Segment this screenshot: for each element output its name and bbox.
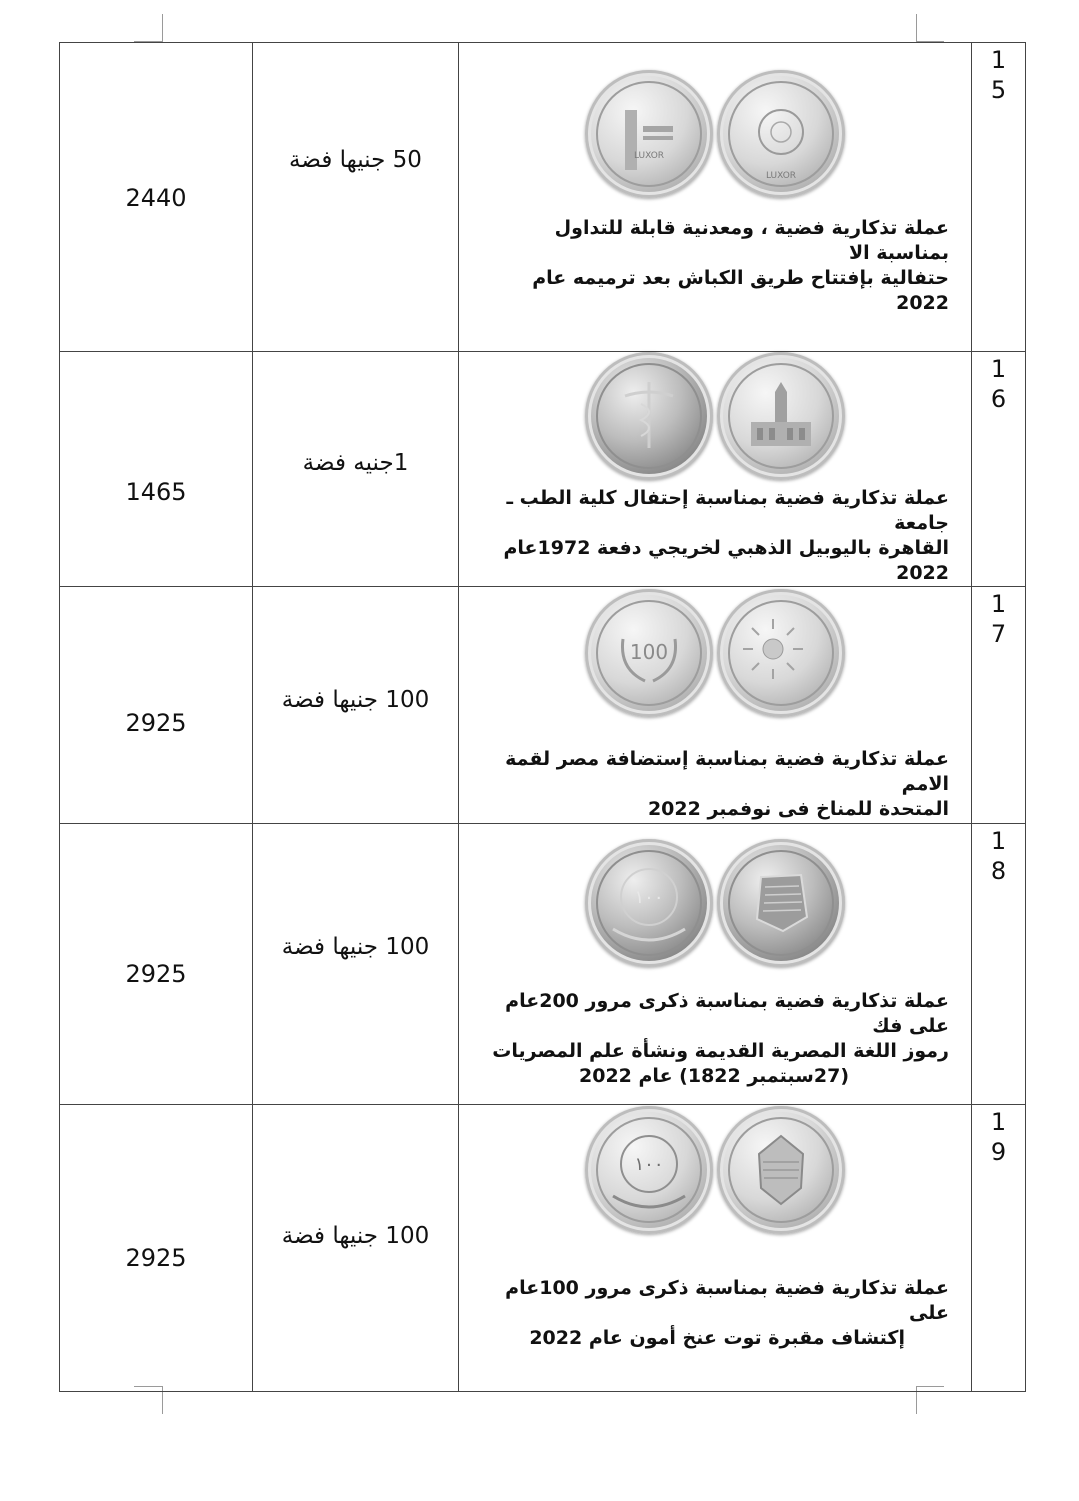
table-row <box>60 1105 1026 1392</box>
description-text <box>459 1276 971 1351</box>
row-number-digit: 9 <box>990 1138 1007 1166</box>
denomination-value: 100 جنيها فضة <box>281 934 430 960</box>
price-value: 2925 <box>125 960 187 988</box>
description-text <box>459 989 971 1089</box>
price-value: 2925 <box>125 1244 187 1272</box>
coin-images <box>459 839 971 967</box>
hundred-pounds-coin-icon <box>585 1106 713 1234</box>
table-row <box>60 587 1026 824</box>
row-number-cell <box>972 43 1026 352</box>
row-number-digit: 1 <box>990 355 1007 383</box>
denomination-value: 1جنيه فضة <box>302 450 409 476</box>
row-number-cell <box>972 587 1026 824</box>
sunburst-coin-icon <box>717 589 845 717</box>
rosetta-stone-coin-icon <box>717 839 845 967</box>
svg-text:LUXOR: LUXOR <box>633 151 665 161</box>
description-line: عملة تذكارية فضية بمناسبة ذكرى مرور 100عام على <box>505 1276 949 1324</box>
crop-mark-top-right <box>916 14 917 42</box>
description-cell <box>459 43 972 352</box>
price-value: 2440 <box>125 184 187 212</box>
price-value: 1465 <box>125 478 187 506</box>
description-line: عملة تذكارية فضية بمناسبة إستضافة مصر لقمة الامم <box>505 747 949 795</box>
row-number-cell <box>972 352 1026 587</box>
description-line: (27سبتمبر 1822) عام 2022 <box>579 1065 849 1087</box>
denomination-value: 50 جنيها فضة <box>289 147 422 173</box>
row-number-cell <box>972 824 1026 1105</box>
denomination-cell <box>253 43 459 352</box>
description-line: عملة تذكارية فضية بمناسبة إحتفال كلية الطب ـ جامعة <box>506 487 949 534</box>
svg-text:100: 100 <box>629 639 669 664</box>
tutankhamun-mask-coin-icon <box>717 1106 845 1234</box>
denomination-cell <box>253 352 459 587</box>
coin-images <box>459 70 971 198</box>
svg-text:LUXOR: LUXOR <box>765 171 797 181</box>
price-value: 2925 <box>125 709 187 737</box>
description-line: إكتشاف مقبرة توت عنخ أمون عام 2022 <box>529 1326 905 1349</box>
description-line: رموز اللغة المصرية القديمة ونشأة علم المصريات <box>492 1040 949 1062</box>
row-number-digit: 1 <box>990 590 1007 618</box>
luxor-emblem-coin-icon <box>717 70 845 198</box>
description-cell <box>459 824 972 1105</box>
faculty-building-coin-icon <box>717 352 845 480</box>
wreath-100-coin-icon <box>585 589 713 717</box>
description-line: المتحدة للمناخ فى نوفمبر 2022 <box>647 797 949 820</box>
denomination-value: 100 جنيها فضة <box>281 1223 430 1249</box>
denomination-cell <box>253 824 459 1105</box>
description-cell <box>459 1105 972 1392</box>
row-number-digit: 6 <box>990 385 1007 413</box>
denomination-cell <box>253 1105 459 1392</box>
row-number-digit: 7 <box>990 620 1007 648</box>
table-row <box>60 43 1026 352</box>
coin-images <box>459 589 971 717</box>
row-number-digit: 1 <box>990 1108 1007 1136</box>
row-number-cell <box>972 1105 1026 1392</box>
price-cell <box>60 824 253 1105</box>
description-line: القاهرة باليوبيل الذهبي لخريجي دفعة 1972عام 2022 <box>503 537 949 584</box>
coin-images <box>459 1106 971 1234</box>
description-line: عملة تذكارية فضية بمناسبة ذكرى مرور 200عام على فك <box>505 990 949 1037</box>
price-cell <box>60 587 253 824</box>
row-number-digit: 5 <box>990 76 1007 104</box>
description-text <box>459 747 971 822</box>
price-cell <box>60 1105 253 1392</box>
price-cell <box>60 43 253 352</box>
coins-table <box>59 42 1026 1392</box>
row-number-digit: 1 <box>990 827 1007 855</box>
hundred-pounds-coin-icon <box>585 839 713 967</box>
crop-mark-top-left <box>162 14 163 42</box>
description-cell <box>459 587 972 824</box>
coin-images <box>459 352 971 480</box>
description-text <box>459 216 971 316</box>
luxor-temple-coin-icon <box>585 70 713 198</box>
caduceus-coin-icon <box>585 352 713 480</box>
denomination-value: 100 جنيها فضة <box>281 687 430 713</box>
description-line: حتفالية بإفتتاح طريق الكباش بعد ترميمه عام 2022 <box>532 267 949 314</box>
svg-text:١٠٠: ١٠٠ <box>634 1153 664 1175</box>
denomination-cell <box>253 587 459 824</box>
table-row <box>60 824 1026 1105</box>
description-line: عملة تذكارية فضية ، ومعدنية قابلة للتداول بمناسبة الا <box>554 217 949 264</box>
price-cell <box>60 352 253 587</box>
description-text <box>459 486 971 586</box>
svg-text:١٠٠: ١٠٠ <box>634 887 664 908</box>
row-number-digit: 8 <box>990 857 1007 885</box>
table-row <box>60 352 1026 587</box>
description-cell <box>459 352 972 587</box>
row-number-digit: 1 <box>990 46 1007 74</box>
